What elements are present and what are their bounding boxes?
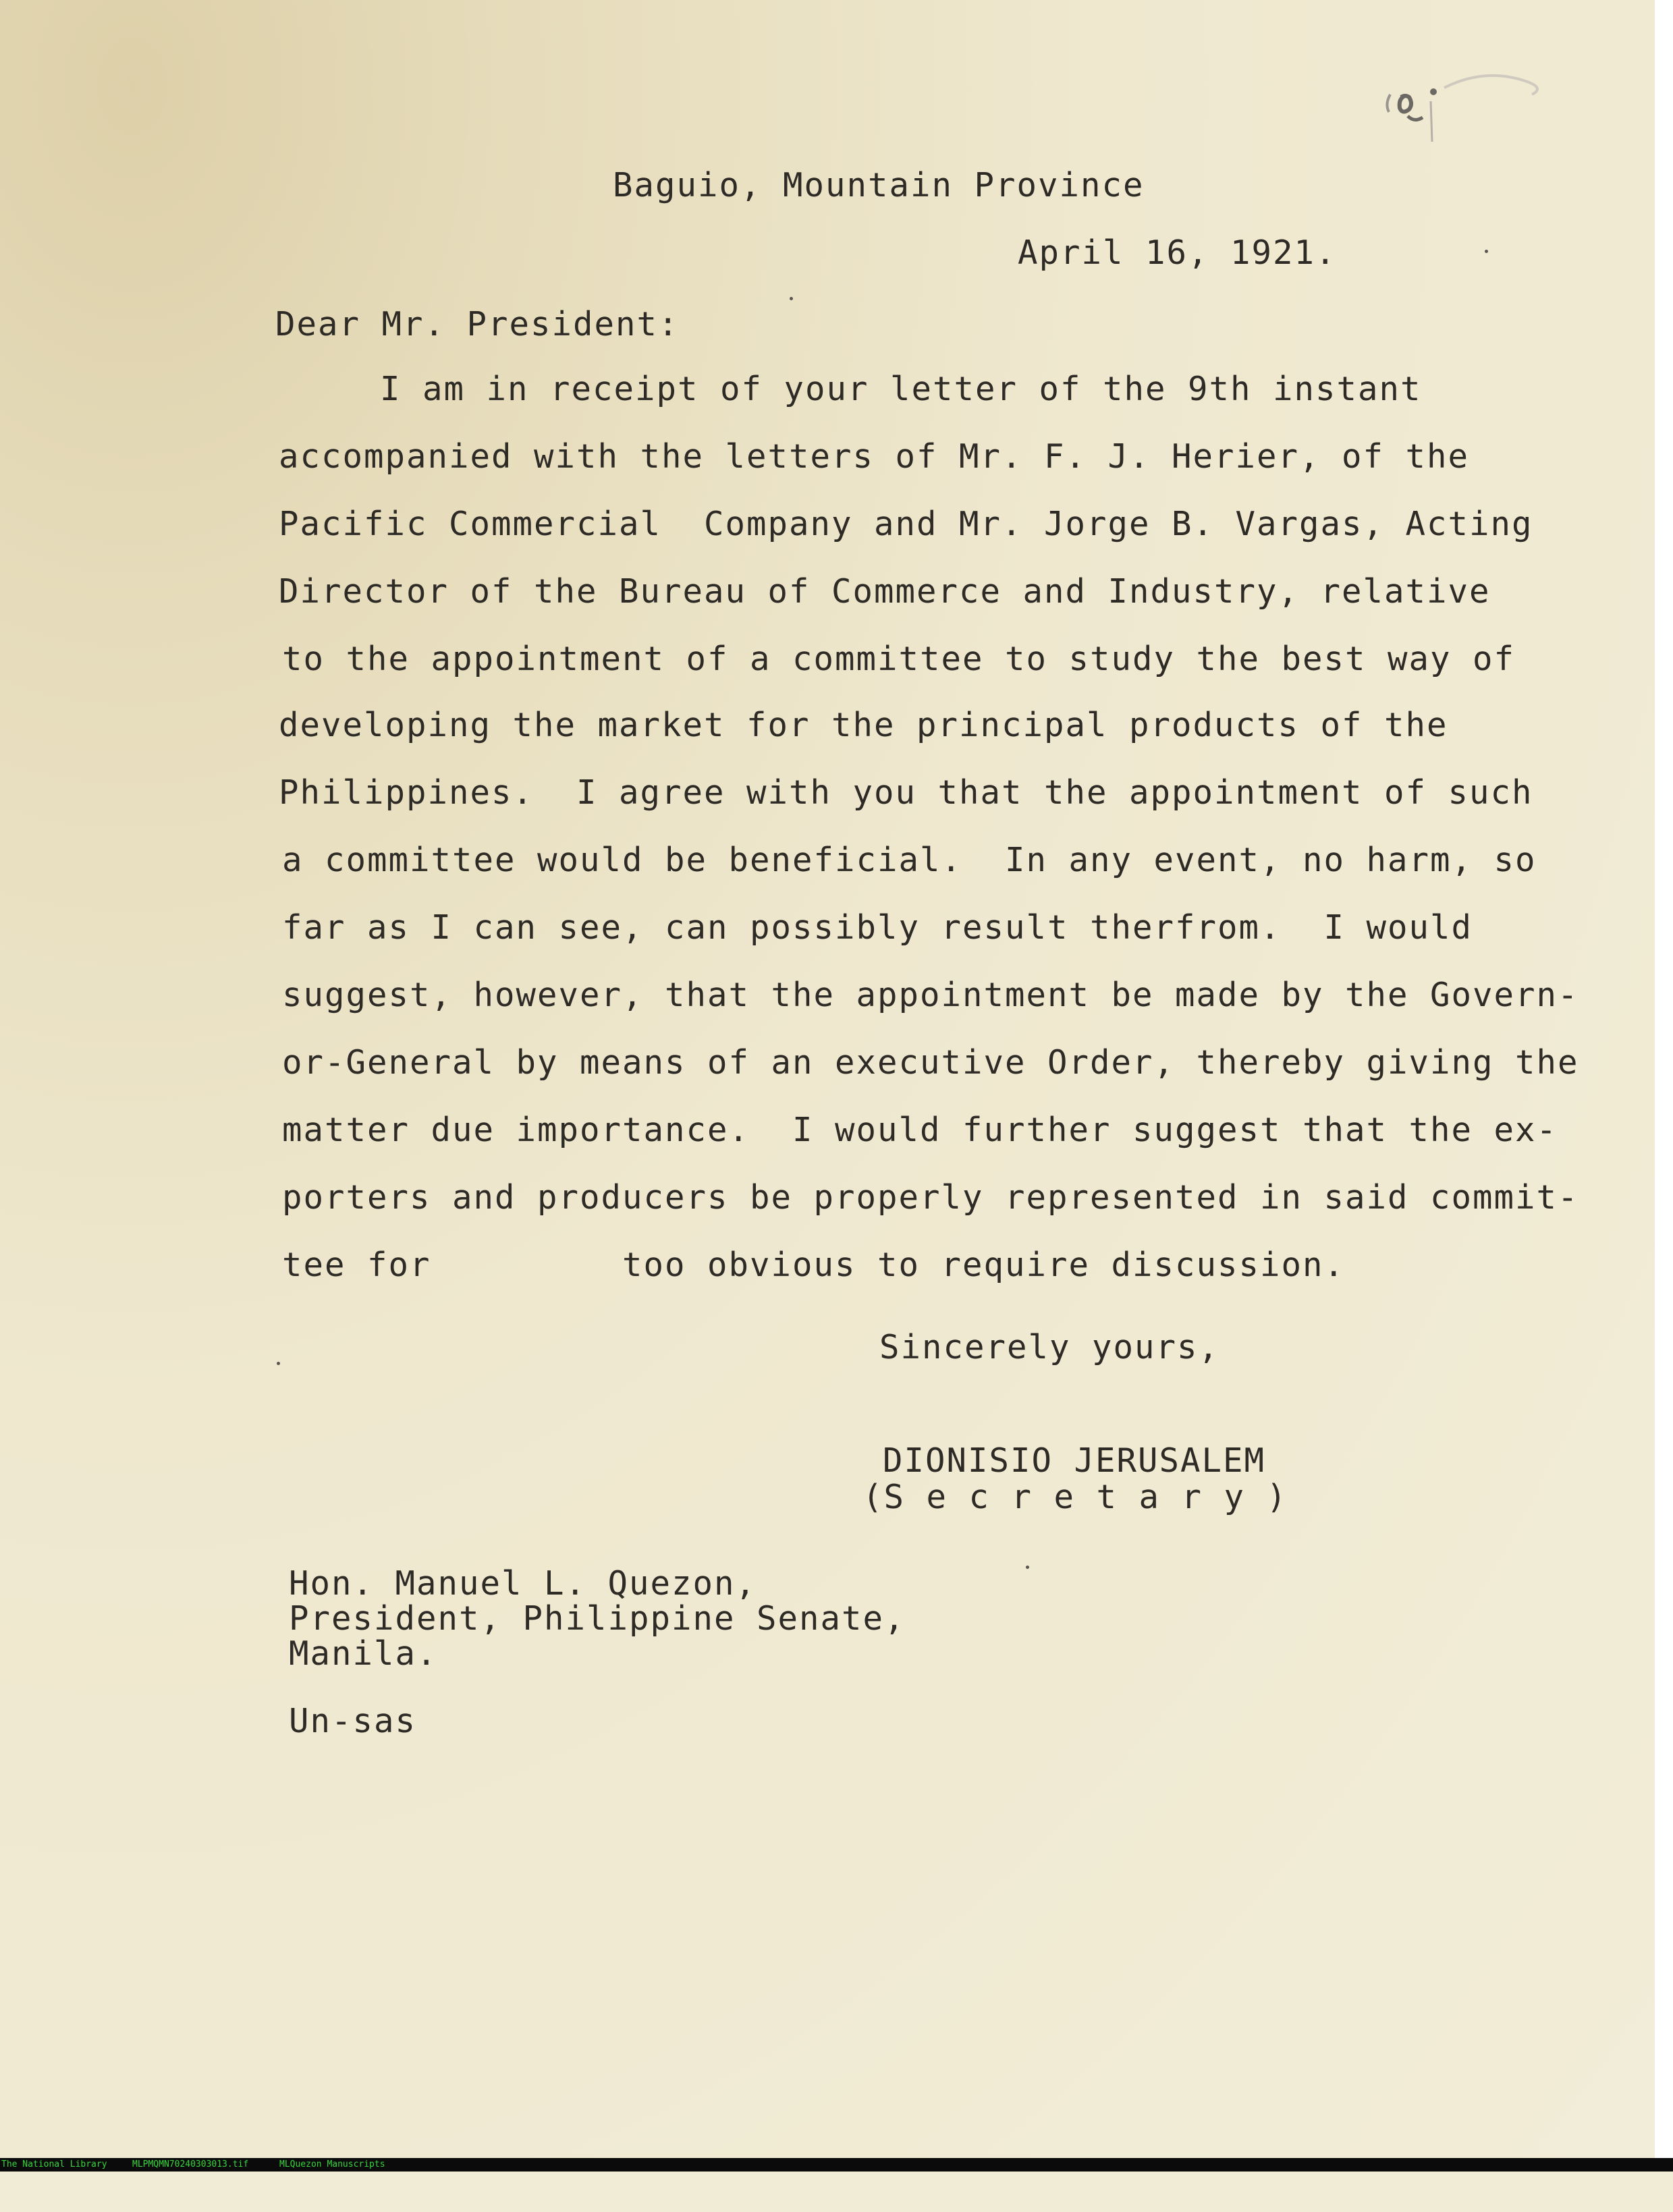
letter-closing: Sincerely yours,	[879, 1328, 1220, 1366]
handwritten-annotation	[1363, 54, 1566, 148]
paper-speck	[277, 1362, 280, 1365]
footer-collection: MLQuezon Manuscripts	[279, 2159, 385, 2169]
body-line: or-General by means of an executive Order, thereby giving the	[282, 1043, 1579, 1082]
footer-library: The National Library	[1, 2159, 107, 2169]
letter-salutation: Dear Mr. President:	[275, 305, 680, 343]
recipient-line: Hon. Manuel L. Quezon,	[289, 1564, 757, 1603]
body-line: developing the market for the principal products of the	[279, 706, 1448, 744]
signer-title: (S e c r e t a r y )	[862, 1478, 1288, 1516]
body-line: Director of the Bureau of Commerce and Industry, relative	[279, 572, 1491, 611]
signer-name: DIONISIO JERUSALEM	[883, 1441, 1266, 1480]
scan-footer	[0, 2158, 1673, 2172]
recipient-line: President, Philippine Senate,	[289, 1599, 906, 1638]
body-line: accompanied with the letters of Mr. F. J. Herier, of the	[279, 437, 1470, 476]
paper-speck	[1026, 1566, 1029, 1569]
body-line: porters and producers be properly represented in said commit-	[282, 1178, 1579, 1217]
body-line: far as I can see, can possibly result therfrom. I would	[282, 908, 1473, 947]
reference-initials: Un-sas	[289, 1702, 417, 1740]
body-line: suggest, however, that the appointment be made by the Govern-	[282, 976, 1579, 1014]
body-line: tee for too obvious to require discussion.	[282, 1246, 1346, 1284]
recipient-line: Manila.	[289, 1634, 438, 1673]
footer-file: MLPMQMN70240303013.tif	[132, 2159, 249, 2169]
body-line: I am in receipt of your letter of the 9th instant	[380, 370, 1422, 408]
body-line: matter due importance. I would further suggest that the ex-	[282, 1111, 1558, 1149]
paper-speck	[1485, 250, 1488, 253]
body-line: a committee would be beneficial. In any event, no harm, so	[282, 841, 1537, 879]
letter-place: Baguio, Mountain Province	[613, 166, 1145, 204]
letter-date: April 16, 1921.	[1018, 233, 1337, 272]
paper-speck	[790, 297, 793, 300]
body-line: Pacific Commercial Company and Mr. Jorge B. Vargas, Acting	[279, 505, 1533, 543]
body-line: to the appointment of a committee to study the best way of	[282, 640, 1516, 678]
body-line: Philippines. I agree with you that the appointment of such	[279, 773, 1533, 812]
page-edge	[1655, 0, 1673, 2158]
